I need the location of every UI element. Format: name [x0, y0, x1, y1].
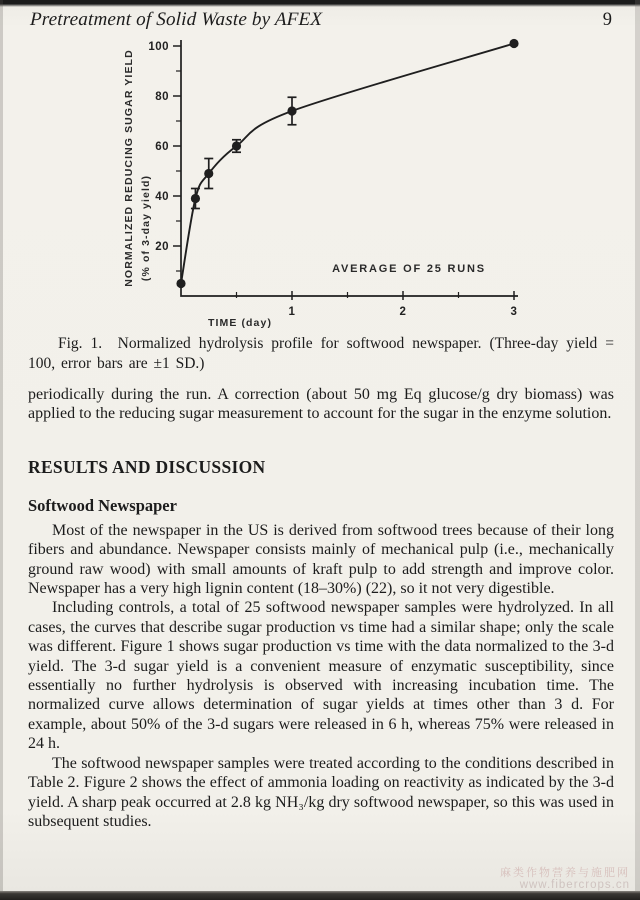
data-point: [509, 39, 518, 48]
x-tick-label: 3: [510, 306, 518, 318]
running-head-title: Pretreatment of Solid Waste by AFEX: [29, 9, 323, 30]
figure-1: [103, 28, 563, 340]
y-tick-label: 80: [155, 91, 169, 103]
paragraph-1: Most of the newspaper in the US is derived from softwood trees because of their long fibers and abundance. Newspaper consists mainly of mechanical pulp (i.e., mechanically ground raw wood) with small amounts of kraft pulp to add strength and improve color. Newspaper has a very high lignin content (18–30%) (22), so it not very digestible.: [28, 521, 614, 598]
figure-caption-text: Normalized hydrolysis profile for softwood newspaper. (Three-day yield = 100, error bars are ±1 SD.): [28, 335, 614, 372]
y-tick-label: 40: [155, 191, 169, 203]
figure-caption-label: Fig. 1.: [58, 335, 103, 352]
body-text: [28, 385, 614, 895]
page-number: 9: [602, 10, 612, 30]
watermark-url-line: www.fibercrops.cn: [519, 879, 630, 891]
data-point: [232, 141, 241, 150]
x-axis-label: TIME (day): [207, 317, 273, 329]
y-tick-label: 100: [148, 41, 169, 53]
subsection-heading: Softwood Newspaper: [28, 495, 177, 515]
x-tick-label: 2: [399, 306, 407, 318]
scan-edge-bottom: [0, 891, 640, 900]
watermark-cjk-line: 麻类作物营养与施肥网: [500, 867, 630, 879]
y-axis-sublabel: (% of 3-day yield): [140, 174, 152, 282]
figure-caption: [28, 334, 614, 373]
data-point: [287, 106, 296, 115]
paragraph-2: Including controls, a total of 25 softwood newspaper samples were hydrolyzed. In all cases, the curves that describe sugar production vs time had a similar shape; only the scale was different. Figure 1 shows sugar production vs time with the data normalized to the 3-d yield. The 3-d sugar yield is a convenient measure of enzymatic susceptibility, since essentially no further hydrolysis is observed with increasing incubation time. The normalized curve allows determination of sugar yields at times other than 3 d. For example, about 50% of the 3-d sugars were released in 6 h, whereas 75% were released in 24 h.: [28, 599, 614, 753]
y-axis-label: NORMALIZED REDUCING SUGAR YIELD: [123, 49, 135, 287]
y-tick-label: 20: [155, 241, 169, 253]
chart-annotation: AVERAGE OF 25 RUNS: [332, 263, 486, 275]
axes: [181, 40, 518, 296]
x-tick-label: 1: [288, 306, 296, 318]
scan-edge-right: [635, 0, 640, 900]
data-point: [191, 194, 200, 203]
scan-edge-left: [0, 0, 3, 900]
data-point: [204, 169, 213, 178]
scan-edge-top: [0, 0, 640, 7]
y-tick-label: 60: [155, 141, 169, 153]
yield-curve: [181, 44, 514, 284]
data-point: [176, 279, 185, 288]
section-heading: RESULTS AND DISCUSSION: [28, 456, 266, 477]
figure-chart: [103, 28, 563, 340]
paragraph-3: The softwood newspaper samples were treated according to the conditions described in Table 2. Figure 2 shows the effect of ammonia loading on reactivity as indicated by the 3-d yield. A sharp peak occurred at 2.8 kg NH₃/kg dry softwood newspaper, so this was used in subsequent studies.: [28, 754, 614, 830]
paragraph-continuation: periodically during the run. A correction (about 50 mg Eq glucose/g dry biomass) was applied to the reducing sugar measurement to account for the sugar in the enzyme solution.: [28, 386, 614, 423]
